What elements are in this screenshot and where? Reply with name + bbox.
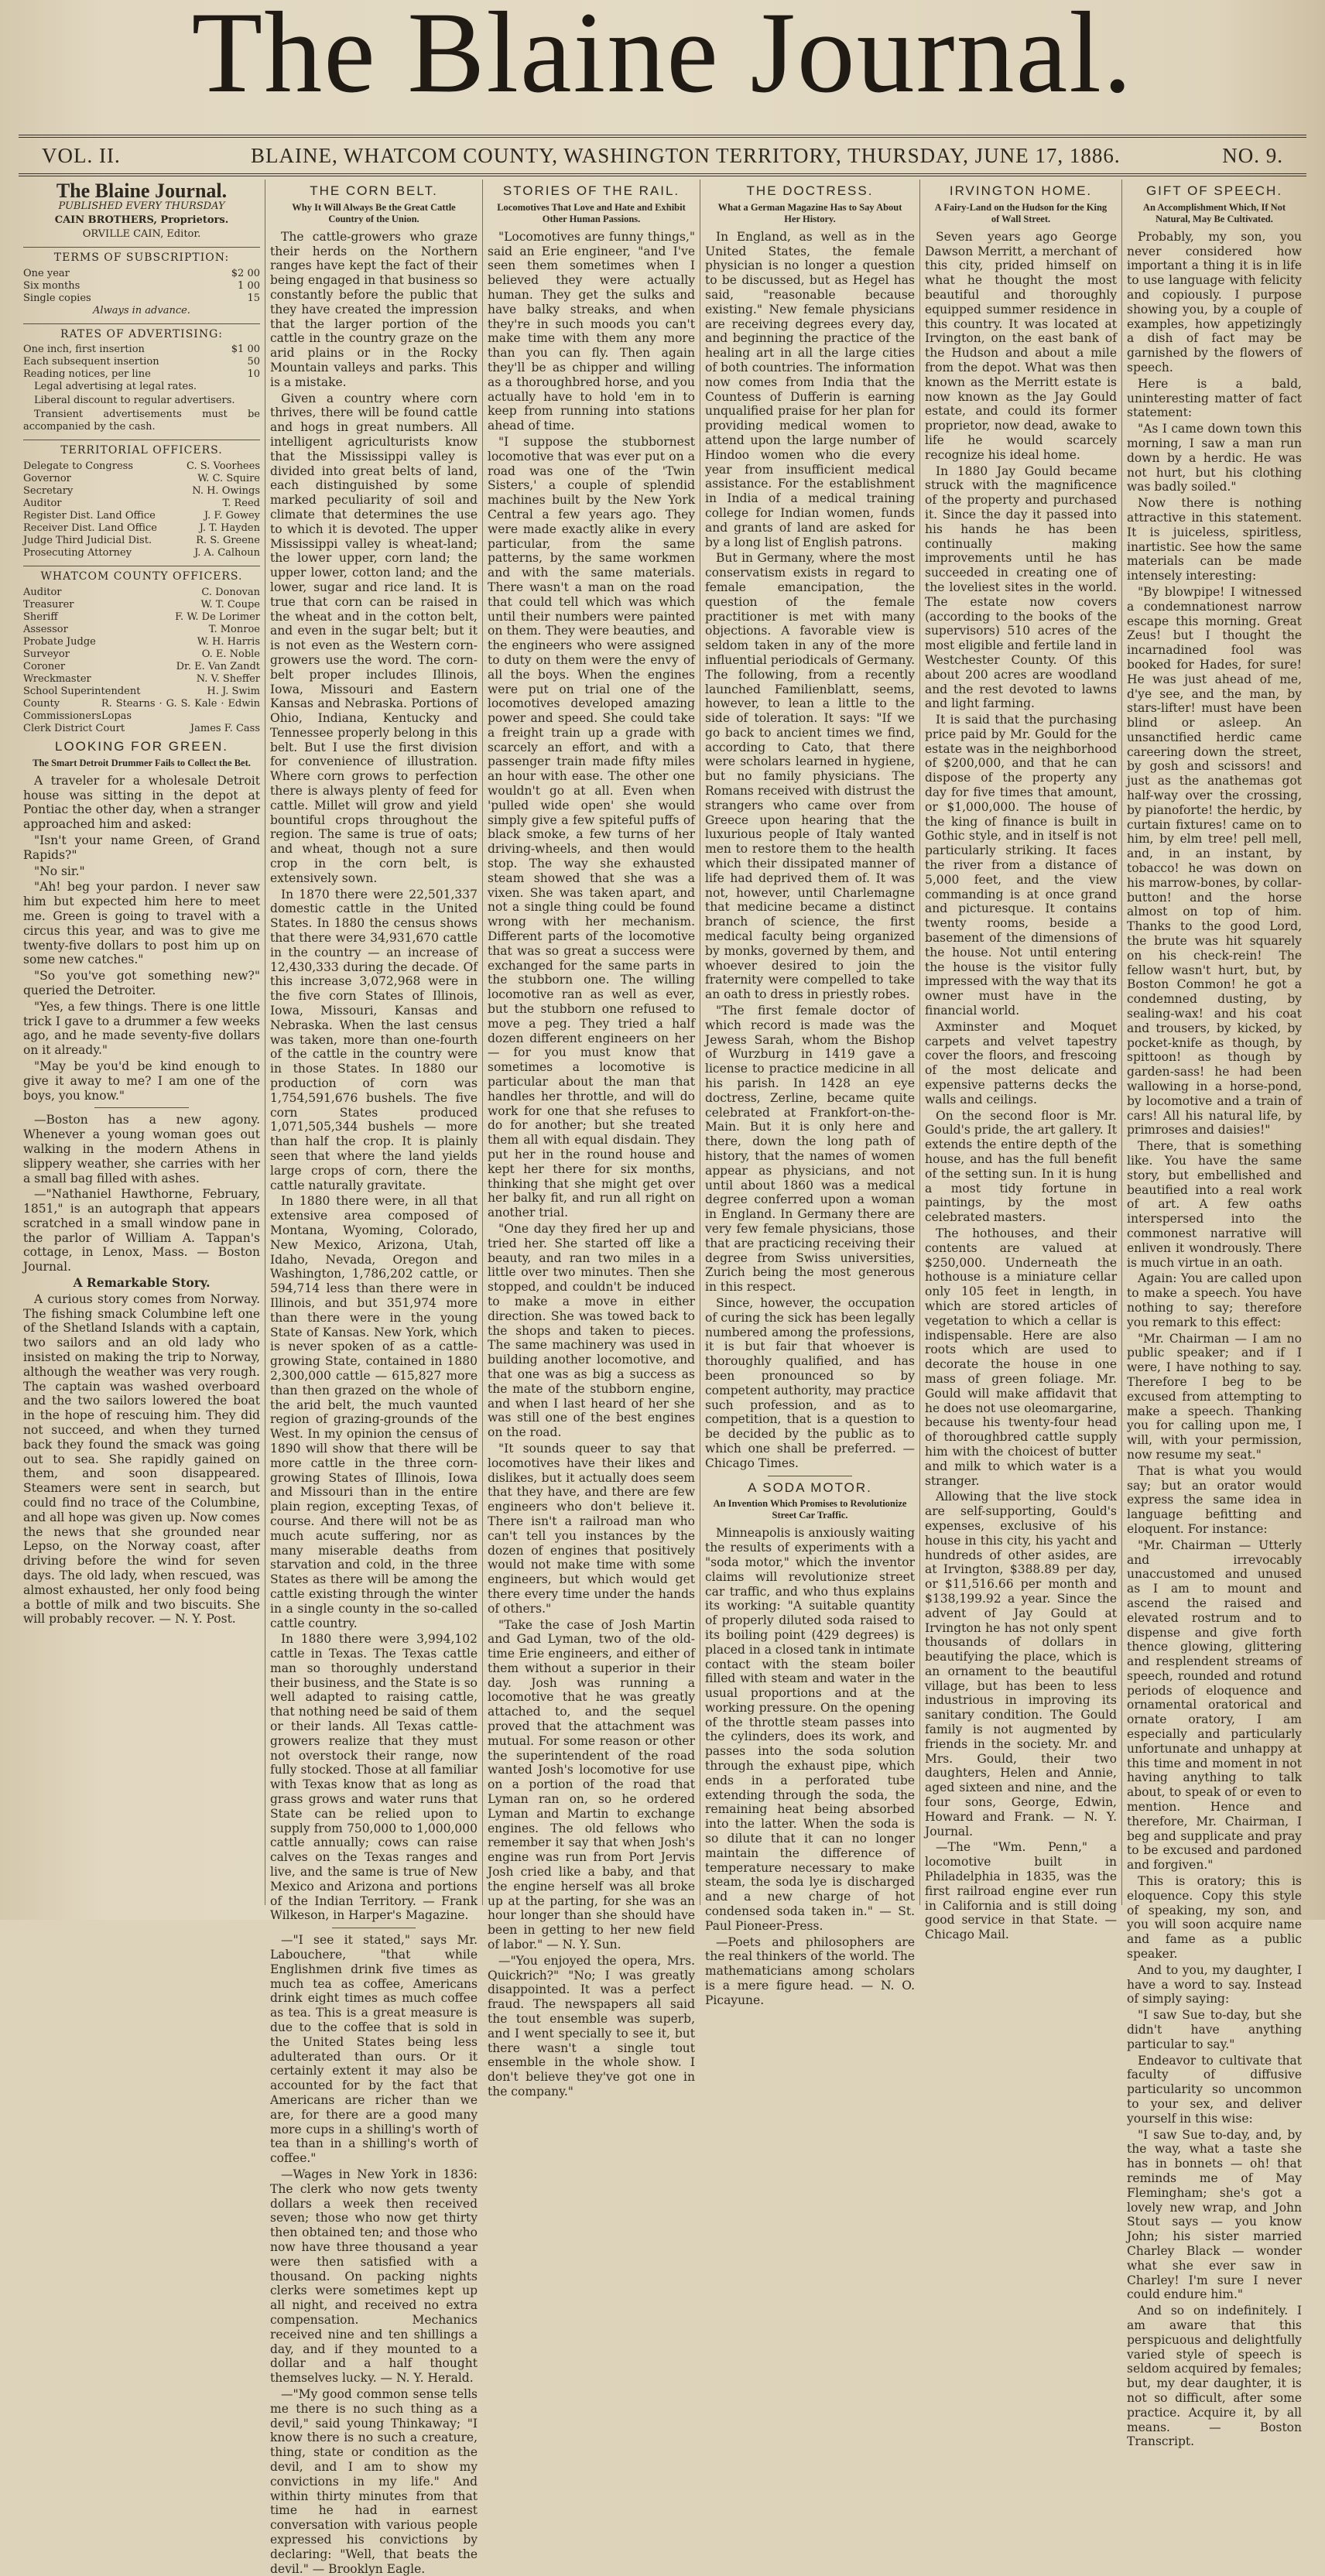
listing-value: $2 00 bbox=[231, 267, 260, 279]
article-paragraph: "It sounds queer to say that locomotives have their likes and dislikes, but it actually does seem that they have, and there are few engineers who don't believe it. There isn't a railroad man who can't tell you instances by the dozen of engines that positively would not make time with some engineers, but which would get there every time under the hands of others." bbox=[488, 1441, 695, 1616]
doctress-title: THE DOCTRESS. bbox=[746, 183, 874, 198]
article-paragraph: "Yes, a few things. There is one little trick I gave to a drummer a few weeks ago, and he made seventy-five dollars on it already." bbox=[23, 999, 260, 1058]
listing-value: W. H. Harris bbox=[197, 635, 260, 648]
listing-row bbox=[23, 473, 260, 485]
article-paragraph: —"My good common sense tells me there is no such thing as a devil," said young Thinkaway; "I know there is no such a creature, thing, state or condition as the devil, and I am to show my convictions in my life." And within thirty minutes from that time he had in earnest conversation with various people expressed his convictions by declaring: "Well, that beats the devil." — Brooklyn Eagle. bbox=[270, 2386, 478, 2576]
article-paragraph: Endeavor to cultivate that faculty of diffusive particularity so uncommon to your sex, and deliver yourself in this wise: bbox=[1127, 2053, 1302, 2126]
corn-belt-deck: Why It Will Always Be the Great Cattle Country of the Union. bbox=[292, 201, 456, 224]
listing-row bbox=[23, 636, 260, 648]
county-officers-list bbox=[23, 587, 260, 735]
listing-label: Clerk District Court bbox=[23, 722, 125, 734]
listing-row bbox=[23, 648, 260, 661]
listing-label: Secretary bbox=[23, 485, 74, 498]
article-paragraph: —The "Wm. Penn," a locomotive built in Philadelphia in 1835, was the first railroad engine ever run in California and is still doing good service in that State. — Chicago Mail. bbox=[925, 1840, 1117, 1942]
article-paragraph: In England, as well as in the United States, the female physician is no longer a question to be discussed, but as Hegel has said, "reasonable because existing." New female physicians are receiving degrees every day, and beginning the practice of the healing art in all the large cities of both countries. The information now comes from India that the Countess of Dufferin is earning unqualified praise for her plan for providing medical women to attend upon the large number of Hindoo women who die every year from insufficient medical assistance. For the establishment in India of a medical training college for Indian women, funds and grants of land are asked for by a long list of English patrons. bbox=[705, 229, 915, 549]
listing-value: R. S. Greene bbox=[196, 535, 260, 547]
listing-value: N. H. Owings bbox=[192, 485, 260, 498]
terms-title: TERMS OF SUBSCRIPTION: bbox=[23, 247, 260, 265]
listing-row bbox=[23, 599, 260, 611]
article-paragraph: "I suppose the stubbornest locomotive that was ever put on a road was one of the 'Twin Sisters,' a couple of splendid machines built by the New York Central a few years ago. They were made exactly alike in every particular, from the same patterns, by the same workmen and with the same materials. There wasn't a man on the road that could tell which was which until their numbers were painted on them. They were beauties, and the engineers who were assigned to duty on them were the envy of all the boys. When the engines were put on trial one of the locomotives developed amazing power and speed. She could take a freight train up a grade with scarcely an effort, and with a passenger train made fifty miles an hour with ease. The other one wouldn't go at all. Even when 'pulled wide open' she would simply give a few spiteful puffs of black smoke, a few turns of her driving-wheels, and then would stop. The way she exhausted steam showed that she was a vixen. She was taken apart, and not a single thing could be found wrong with her mechanism. Different parts of the locomotive that was so great a success were exchanged for the same parts in the stubborn one. The willing locomotive ran as well as ever, but the stubborn one refused to move a peg. They tried a half dozen different engineers on her — for you must know that sometimes a locomotive is particular about the man that handles her throttle, and will do work for one that she refuses to do for another; but she treated them all with equal disdain. They put her in the round house and kept her there for six months, thinking that she might get over her balky fit, and run all right on another trial. bbox=[488, 434, 695, 1220]
listing-row bbox=[23, 624, 260, 636]
remarkable-story-body bbox=[23, 1292, 260, 1627]
article-paragraph: "May be you'd be kind enough to give it away to me? I am one of the boys, you know." bbox=[23, 1059, 260, 1103]
listing-value: J. A. Calhoun bbox=[194, 547, 260, 559]
listing-row bbox=[23, 698, 260, 723]
article-paragraph: Liberal discount to regular advertisers. bbox=[34, 395, 235, 407]
article-paragraph: "As I came down town this morning, I saw a man run down by a herdic. He was not hurt, but his clothing was badly soiled." bbox=[1127, 422, 1302, 494]
listing-label: Judge Third Judicial Dist. bbox=[23, 535, 152, 547]
doctress-deck: What a German Magazine Has to Say About Her History. bbox=[717, 201, 902, 224]
article-paragraph: "Mr. Chairman — Utterly and irrevocably unaccustomed and unused as I am to mount and ascend the raised and elevated rostrum and to dispense and give forth thence glowing, glittering and resplendent streams of speech, rounded and rotund periods of eloquence and ornamental oratorical and ornate oratory, I am especially and particularly unfortunate and unhappy at this time and moment in not having anything to talk about, to speak of or even to mention. Hence and therefore, Mr. Chairman, I beg and supplicate and pray to be excused and pardoned and forgiven." bbox=[1127, 1538, 1302, 1873]
listing-value: W. C. Squire bbox=[197, 473, 260, 485]
terms-list bbox=[23, 268, 260, 305]
listing-row bbox=[23, 611, 260, 624]
stories-of-the-rail-body bbox=[488, 230, 695, 2099]
misc-items-body bbox=[270, 1933, 478, 2576]
listing-row bbox=[23, 673, 260, 686]
listing-row bbox=[23, 344, 260, 356]
column-6 bbox=[1121, 180, 1306, 2449]
article-paragraph: In 1880 Jay Gould became struck with the magnificence of the property and purchased it. Since the day it passed into his hands he has been continually making improvements until he has succeeded in creating one of the loveliest sites in the world. The estate now covers (according to the books of the supervisors) 510 acres of the most eligible and fertile land in Westchester County. Of this about 200 acres are woodland and the rest devoted to lawns and light farming. bbox=[925, 464, 1117, 711]
listing-row bbox=[23, 498, 260, 510]
divider bbox=[94, 1107, 189, 1108]
column-2 bbox=[265, 180, 482, 2576]
listing-label: Auditor bbox=[23, 498, 62, 510]
listing-label: Wreckmaster bbox=[23, 672, 91, 685]
county-officers-title: WHATCOM COUNTY OFFICERS. bbox=[23, 566, 260, 584]
listing-value: T. Monroe bbox=[208, 623, 260, 635]
listing-value: J. F. Gowey bbox=[204, 510, 260, 522]
listing-value: W. T. Coupe bbox=[200, 598, 260, 611]
article-paragraph: Again: You are called upon to make a speech. You have nothing to say; therefore you remark to this effect: bbox=[1127, 1271, 1302, 1329]
listing-row bbox=[23, 356, 260, 368]
terms-note: Always in advance. bbox=[93, 304, 190, 316]
masthead-title: The Blaine Journal. bbox=[191, 0, 1134, 117]
article-paragraph: Allowing that the live stock are self-supporting, Gould's expenses, exclusive of his house in this city, his yacht and hundreds of other asides, are at Irvington, $388.89 per day, or $11,516.66 per month and $138,199.92 a year. Since the advent of Jay Gould at Irvington he has not only spent thousands of dollars in beautifying the place, which is an ornament to the beautiful village, but has been to less industrious in improving its sanitary condition. The Gould family is not augmented by friends in the society. Mr. and Mrs. Gould, their two daughters, Helen and Annie, aged sixteen and nine, and the four sons, George, Edwin, Howard and Frank. — N. Y. Journal. bbox=[925, 1490, 1117, 1839]
article-paragraph: Axminster and Moquet carpets and velvet tapestry cover the floors, and frescoing of the most delicate and expensive patterns decks the walls and ceilings. bbox=[925, 1019, 1117, 1107]
article-paragraph: In 1870 there were 22,501,337 domestic cattle in the United States. In 1880 the census shows that there were 34,931,670 cattle in the country — an increase of 12,430,333 during the decade. Of this increase 3,072,968 were in the five corn States of Illinois, Iowa, Missouri, Kansas and Nebraska. When the last census was taken, more than one-fourth of the cattle in the country were in those States. In 1880 our production of corn was 1,754,591,676 bushels. The five corn States produced 1,071,505,344 bushels — more than half the crop. It is plainly seen that where the land yields large crops of corn, there the cattle naturally gravitate. bbox=[270, 887, 478, 1192]
article-paragraph: Probably, my son, you never considered how important a thing it is in life to use language with felicity and copiously. I purpose showing you, by a couple of examples, how appetizingly a dish of fact may be garnished by the flowers of speech. bbox=[1127, 229, 1302, 375]
article-paragraph: "By blowpipe! I witnessed a condemnationest narrow escape this morning. Great Zeus! but I thought the incarnadined fool was booked for Hades, for sure! He was just ahead of me, d'ye see, and the man, by stars-lifter! must have been blind or asleep. An unsanctified herdic came careering down the street, by gosh and scissors! and just as the anathemas got half-way over the crossing, by pianoforte! the herdic, by curtain fixtures! came on to him, by elm tree! pell mell, and, in an instant, by tobacco! he was down on his marrow-bones, by collar-button! and the horse almost on top of him. Thanks to the good Lord, the brute was hit squarely on his check-rein! The fellow wasn't hurt, but, by Boston Common! he got a condemned dusting, by sealing-wax! and his coat and trousers, by kicked, by pocket-knife as though, by spittoon! as though by garden-sass! he had been wallowing in a horse-pond, by locomotive and a train of cars! All his natural life, by primroses and daisies!" bbox=[1127, 584, 1302, 1137]
paper-title: The Blaine Journal. bbox=[56, 180, 228, 202]
listing-row bbox=[23, 535, 260, 547]
listing-label: Coroner bbox=[23, 660, 66, 672]
listing-label: Assessor bbox=[23, 623, 68, 635]
listing-label: Surveyor bbox=[23, 648, 70, 660]
listing-label: County Commissioners bbox=[23, 697, 101, 722]
listing-value: O. E. Noble bbox=[201, 648, 260, 660]
article-paragraph: "Locomotives are funny things," said an Erie engineer, "and I've seen them sometimes when I believed they were actually human. They get the sulks and have balky streaks, and when they're in such moods you can't make time with them any more than you can fly. Then again they'll be as chipper and willing as a thoroughbred horse, and you actually have to hold 'em in to keep from running into stations ahead of time. bbox=[488, 229, 695, 433]
listing-row bbox=[23, 723, 260, 735]
listing-row bbox=[23, 547, 260, 559]
article-paragraph: "Ah! beg your pardon. I never saw him but expected him here to meet me. Green is going to travel with a circus this year, and was to give me twenty-five dollars to post him up on some new catches." bbox=[23, 880, 260, 967]
column-1 bbox=[19, 180, 265, 1905]
remarkable-story-title: A Remarkable Story. bbox=[73, 1275, 211, 1291]
listing-label: Six months bbox=[23, 279, 80, 292]
article-paragraph: It is said that the purchasing price paid by Mr. Gould for the estate was in the neighborhood of $200,000, and that he can dispose of the property any day for five times that amount, or $1,000,000. The house of the king of finance is built in Gothic style, and in itself is not particularly striking. It faces the river from a distance of 5,000 feet, and the view commanding is at once grand and picturesque. It contains twenty rooms, beside a basement of the dimensions of the house. Not until entering the house is the visitor fully impressed with the way that its owner must have in the financial world. bbox=[925, 713, 1117, 1018]
listing-label: Receiver Dist. Land Office bbox=[23, 522, 157, 535]
article-paragraph: "One day they fired her up and tried her. She started off like a beauty, and ran two miles in a little over two minutes. Then she stopped, and couldn't be induced to make a move in either direction. She was towed back to the shops and taken to pieces. The same machinery was used in building another locomotive, and that one was as big a success as the mate of the stubborn engine, and when I last heard of her she was still one of the best engines on the road. bbox=[488, 1221, 695, 1440]
listing-value: 1 00 bbox=[238, 279, 260, 292]
article-paragraph: Minneapolis is anxiously waiting the results of experiments with a "soda motor," which the inventor claims will revolutionize street car traffic, and who thus explains its working: "A suitable quantity of properly diluted soda raised to its boiling point (429 degrees) is placed in a closed tank in intimate contact with the steam boiler filled with steam and water in the usual proportions and at the working pressure. On the opening of the throttle steam passes into the cylinders, does its work, and passes into the soda solution through the exhaust pipe, which ends in a perforated tube extending through the soda, the remaining heat being absorbed into the latter. When the soda is so dilute that it can no longer maintain the difference of temperature necessary to make steam, the soda lye is discharged and a new charge of hot condensed soda taken in." — St. Paul Pioneer-Press. bbox=[705, 1526, 915, 1933]
boston-items-body bbox=[23, 1113, 260, 1274]
article-paragraph: And so on indefinitely. I am aware that this perspicuous and delightfully varied style of speech is seldom acquired by females; but, my dear daughter, it is not so difficult, after some practice. Acquire it, by all means. — Boston Transcript. bbox=[1127, 2304, 1302, 2449]
listing-value: T. Reed bbox=[222, 498, 260, 510]
listing-row bbox=[23, 686, 260, 698]
listing-value: C. Donovan bbox=[201, 586, 260, 598]
listing-label: Register Dist. Land Office bbox=[23, 510, 156, 522]
soda-motor-deck: An Invention Which Promises to Revolutionize Street Car Traffic. bbox=[713, 1498, 907, 1521]
volume-number: VOL. II. bbox=[42, 144, 121, 167]
listing-label: Single copies bbox=[23, 292, 91, 304]
corn-belt-title: THE CORN BELT. bbox=[310, 183, 438, 198]
gift-of-speech-deck: An Accomplishment Which, If Not Natural, May Be Cultivated. bbox=[1142, 201, 1286, 224]
listing-value: J. T. Hayden bbox=[199, 522, 260, 535]
article-paragraph: Now there is nothing attractive in this statement. It is juiceless, spiritless, inartistic. See how the same materials can be made intensely interesting: bbox=[1127, 496, 1302, 583]
listing-label: One inch, first insertion bbox=[23, 344, 145, 356]
listing-value: $1 00 bbox=[231, 344, 260, 356]
advertising-list bbox=[23, 344, 260, 381]
article-paragraph: The hothouses, and their contents are valued at $250,000. Underneath the hothouse is a miniature cellar only 105 feet in length, in which are stored articles of vegetation to which a cellar is indispensable. Here are also roots which are used to decorate the house in one mass of green foliage. Mr. Gould will make affidavit that he does not use oleomargarine, because his twenty-four head of thoroughbred cattle supply him with the choicest of butter and milk to which water is a stranger. bbox=[925, 1226, 1117, 1488]
soda-motor-title: A SODA MOTOR. bbox=[748, 1480, 872, 1495]
irvington-home-body bbox=[925, 230, 1117, 1942]
article-paragraph: Given a country where corn thrives, there will be found cattle and hogs in great numbers. All intelligent agriculturists know that the Mississippi valley is divided into great belts of land, each distinguished by some marked peculiarity of soil and climate that determines the use to which it is devoted. The upper Mississippi valley is wheat-land; the lower upper, corn land; the upper lower, cotton land; and the lower, sugar and rice land. It is true that corn can be raised in the wheat and in the cotton belt, and even in the sugar belt; but it is not even as the Western corn-growers use the word. The corn-belt proper includes Illinois, Iowa, Missouri and Eastern Kansas and Nebraska. Portions of Ohio, Indiana, Kentucky and Tennessee properly belong in this belt. But I use the first division for convenience of illustration. Where corn grows to perfection there is always plenty of feed for cattle. Millet will grow and yield bountiful crops throughout the region. The same is true of oats; and wheat, though not a sure crop in the corn belt, is extensively sown. bbox=[270, 391, 478, 885]
article-paragraph: "So you've got something new?" queried the Detroiter. bbox=[23, 969, 260, 997]
article-paragraph: In 1880 there were, in all that extensive area composed of Montana, Wyoming, Colorado, New Mexico, Arizona, Utah, Idaho, Nevada, Oregon and Washington, 1,786,202 cattle, or 594,714 less than there were in Illinois, and but 351,974 more than there were in the young State of Kansas. New York, which is never spoken of as a cattle-growing State, contained in 1880 2,300,000 cattle — 615,827 more than then grazed on the whole of the arid belt, the much vaunted region of grazing-grounds of the West. In my opinion the census of 1890 will show that there will be more cattle in the three corn-growing States of Illinois, Iowa and Missouri than in the entire plain region, excepting Texas, of course. And there will not be as much acute suffering, nor as many miserable deaths from starvation and cold, in the three States as there will be among the cattle existing through the winter in a single county in the so-called cattle country. bbox=[270, 1194, 478, 1630]
article-paragraph: "No sir." bbox=[34, 864, 85, 878]
gift-of-speech-title: GIFT OF SPEECH. bbox=[1145, 183, 1283, 198]
column-4 bbox=[700, 180, 919, 2007]
doctress-body bbox=[705, 230, 915, 1471]
article-paragraph: —Boston has a new agony. Whenever a young woman goes out walking in the modern Athens in slippery weather, she carries with her a small bag filled with ashes. bbox=[23, 1113, 260, 1185]
article-paragraph: Transient advertisements must be accompanied by the cash. bbox=[23, 409, 260, 433]
advertising-title: RATES OF ADVERTISING: bbox=[23, 323, 260, 342]
article-paragraph: "The first female doctor of which record is made was the Jewess Sarah, whom the Bishop of Wurzburg in 1419 gave a license to practice medicine in all his parish. In 1428 an eye doctress, Zerline, became quite celebrated at Frankfort-on-the-Main. But it is only here and there, down the long path of history, that the names of women appear as physicians, and not until about 1860 was a medical degree conferred upon a woman in England. In Germany there are very few female physicians, those that are practicing receiving their degree from Swiss universities, Zurich being the most generous in this respect. bbox=[705, 1004, 915, 1295]
article-paragraph: A traveler for a wholesale Detroit house was sitting in the depot at Pontiac the other day, when a stranger approached him and asked: bbox=[23, 773, 260, 832]
article-paragraph: In 1880 there were 3,994,102 cattle in Texas. The Texas cattle man so thoroughly understand their business, and the State is so well adapted to raising cattle, that nothing need be said of them or their lands. All Texas cattle-growers realize that they must not overstock their range, now fully stocked. Those at all familiar with Texas know that as long as grass grows and water runs that State can be relied upon to supply from 750,000 to 1,000,000 cattle annually; cows can raise calves on the Texas ranges and live, and the same is true of New Mexico and Arizona and portions of the Indian Territory. — Frank Wilkeson, in Harper's Magazine. bbox=[270, 1632, 478, 1923]
article-paragraph: This is oratory; this is eloquence. Copy this style of speaking, my son, and you will soon acquire name and fame as a public speaker. bbox=[1127, 1874, 1302, 1962]
listing-row bbox=[23, 368, 260, 381]
article-paragraph: Here is a bald, uninteresting matter of fact statement: bbox=[1127, 376, 1302, 420]
irvington-home-deck: A Fairy-Land on the Hudson for the King of Wall Street. bbox=[934, 201, 1108, 224]
listing-label: Probate Judge bbox=[23, 635, 96, 648]
article-paragraph: "Isn't your name Green, of Grand Rapids?" bbox=[23, 833, 260, 862]
article-paragraph: The cattle-growers who graze their herds on the Northern ranges have kept the fact of their being engaged in that business so constantly before the public that they have created the impression that the larger portion of the cattle in the country graze on the arid plains or in the Rocky Mountain valleys and parks. This is a mistake. bbox=[270, 229, 478, 389]
listing-value: 10 bbox=[247, 368, 260, 381]
territorial-officers-list bbox=[23, 460, 260, 559]
proprietors-line: CAIN BROTHERS, Proprietors. bbox=[54, 214, 229, 226]
corn-belt-body bbox=[270, 230, 478, 1923]
listing-label: Sheriff bbox=[23, 611, 58, 623]
issue-number: NO. 9. bbox=[1222, 144, 1283, 167]
listing-row bbox=[23, 661, 260, 673]
article-paragraph: But in Germany, where the most conservatism exists in regard to female emancipation, the question of the female practitioner is met with many objections. A favorable view is seldom taken in any of the more influential periodicals of Germany. The following, from a recently launched Familienblatt, seems, however, to lean a little to the side of toleration. It says: "If we go back to ancient times we find, according to Cato, that there were scholars learned in hygiene, but no family physicians. The Romans received with distrust the strangers who came over from Greece upon hearing that the luxurious people of Italy wanted men to restore them to the health which their dissipated manner of life had deprived them of. It was not, however, until Charlemagne that medicine became a distinct branch of science, the first medical faculty being organized by monks, governed by them, and whoever desired to join the fraternity were compelled to take an oath to dress in priestly robes. bbox=[705, 551, 915, 1002]
stories-of-the-rail-title: STORIES OF THE RAIL. bbox=[502, 183, 680, 198]
listing-label: Auditor bbox=[23, 586, 62, 598]
listing-row bbox=[23, 460, 260, 473]
listing-row bbox=[23, 280, 260, 292]
listing-label: Prosecuting Attorney bbox=[23, 547, 132, 559]
article-paragraph: That is what you would say; but an orator would express the same idea in language befitting and eloquent. For instance: bbox=[1127, 1463, 1302, 1536]
listing-value: 50 bbox=[247, 356, 260, 368]
dateline bbox=[19, 135, 1306, 176]
irvington-home-title: IRVINGTON HOME. bbox=[949, 183, 1093, 198]
listing-value: N. V. Sheffer bbox=[196, 672, 260, 685]
gift-of-speech-body bbox=[1127, 230, 1302, 2449]
article-paragraph: Since, however, the occupation of curing the sick has been legally numbered among the professions, it is but fair that whoever is thoroughly qualified, and has been pronounced so by competent authority, may practice such profession, and as to competition, that is a question to be decided by the public as to which one shall be preferred. — Chicago Times. bbox=[705, 1295, 915, 1470]
listing-label: Governor bbox=[23, 473, 71, 485]
article-paragraph: —Poets and philosophers are the real thinkers of the world. The mathematicians among scholars is a mere figure head. — N. O. Picayune. bbox=[705, 1935, 915, 2007]
listing-value: James F. Cass bbox=[190, 722, 260, 734]
listing-value: Dr. E. Van Zandt bbox=[176, 660, 260, 672]
article-paragraph: There, that is something like. You have the same story, but embellished and beautified into a real work of art. A few oaths interspersed into the commonest narrative will enliven it wondrously. There is much virtue in an oath. bbox=[1127, 1139, 1302, 1270]
article-paragraph: —"I see it stated," says Mr. Labouchere, "that while Englishmen drink five times as much tea as coffee, Americans drink eight times as much coffee as tea. This is a great measure is due to the coffee that is sold in the United States being less adulterated than ours. Or it certainly extent it may also be accounted for by the fact that Americans are richer than we are, for there are a good many more cups in a shilling's worth of tea than in a shilling's worth of coffee." bbox=[270, 1933, 478, 2166]
article-paragraph: "Take the case of Josh Martin and Gad Lyman, two of the old-time Erie engineers, and either of them without a superior in their day. Josh was running a locomotive that he was greatly attached to, and the sequel proved that the attachment was mutual. For some reason or other the superintendent of the road wanted Josh's locomotive for use on a portion of the road that Lyman ran on, so he ordered Lyman and Martin to exchange engines. The old fellows who remember it say that when Josh's engine was run from Port Jervis Josh cried like a baby, and that the engine herself was all broke up at the parting, for she was an hour longer than she should have been in getting to her new field of labor." — N. Y. Sun. bbox=[488, 1617, 695, 1952]
listing-value: H. J. Swim bbox=[207, 685, 260, 697]
listing-value: 15 bbox=[247, 292, 260, 304]
article-paragraph: On the second floor is Mr. Gould's pride, the art gallery. It extends the entire depth of the house, and has the full benefit of the setting sun. In it is hung a most tidy fortune in paintings, by the most celebrated masters. bbox=[925, 1108, 1117, 1225]
listing-row bbox=[23, 268, 260, 280]
advertising-notes bbox=[23, 381, 260, 433]
article-paragraph: And to you, my daughter, I have a word to say. Instead of simply saying: bbox=[1127, 1962, 1302, 2006]
listing-row bbox=[23, 522, 260, 535]
article-paragraph: "Mr. Chairman — I am no public speaker; and if I were, I have nothing to say. Therefore I beg to be excused from attempting to make a speech. Thanking you for calling upon me, I will, with your permission, now resume my seat." bbox=[1127, 1331, 1302, 1462]
story-looking-for-green-body bbox=[23, 774, 260, 1103]
listing-label: Each subsequent insertion bbox=[23, 356, 159, 368]
story-looking-for-green-title: LOOKING FOR GREEN. bbox=[55, 738, 228, 754]
article-paragraph: A curious story comes from Norway. The fishing smack Columbine left one of the Shetland Islands with a captain, two sailors and an old lady who insisted on making the trip to Norway, although the weather was very rough. The captain was washed overboard and the two sailors lowered the boat in the hope of rescuing him. They did not succeed, and when they turned back they found the smack was going out to sea. She rapidly gained on them, and soon disappeared. Steamers were sent in search, but could find no trace of the Columbine, and all hope was given up. Now comes the news that she grounded near Lepso, on the Norway coast, after driving before the wind for seven days. The old lady, when rescued, was almost exhausted, her only food being a bottle of milk and two biscuits. She will probably recover. — N. Y. Post. bbox=[23, 1291, 260, 1627]
article-paragraph: Seven years ago George Dawson Merritt, a merchant of this city, prided himself on what he thought the most beautiful and thoroughly equipped summer residence in this country. It was located at Irvington, on the east bank of the Hudson and about a mile from the depot. What was then known as the Merritt estate is now known as the Jay Gould estate, and could its former proprietor, now dead, awake to life he would scarcely recognize his ideal home. bbox=[925, 229, 1117, 462]
listing-row bbox=[23, 587, 260, 599]
article-paragraph: —"You enjoyed the opera, Mrs. Quickrich?" "No; I was greatly disappointed. It was a perfect fraud. The newspapers all said the tout ensemble was superb, and I went specially to see it, but there wasn't a single tout ensemble in the whole show. I don't believe they've got one in the company." bbox=[488, 1953, 695, 2099]
listing-row bbox=[23, 292, 260, 305]
listing-label: One year bbox=[23, 267, 70, 279]
article-paragraph: —"Nathaniel Hawthorne, February, 1851," is an autograph that appears scratched in a small window pane in the parlor of William A. Tappan's cottage, in Lenox, Mass. — Boston Journal. bbox=[23, 1187, 260, 1274]
place-and-date: BLAINE, WHATCOM COUNTY, WASHINGTON TERRITORY, THURSDAY, JUNE 17, 1886. bbox=[251, 144, 1121, 167]
listing-row bbox=[23, 510, 260, 522]
article-paragraph: Legal advertising at legal rates. bbox=[34, 381, 197, 393]
listing-label: School Superintendent bbox=[23, 685, 141, 697]
listing-label: Delegate to Congress bbox=[23, 460, 133, 473]
listing-label: Reading notices, per line bbox=[23, 368, 151, 381]
listing-row bbox=[23, 485, 260, 498]
editor-line: ORVILLE CAIN, Editor. bbox=[82, 227, 201, 240]
listing-value: R. Stearns · G. S. Kale · Edwin Lopas bbox=[101, 697, 260, 722]
published-line: PUBLISHED EVERY THURSDAY bbox=[58, 200, 225, 212]
listing-value: C. S. Voorhees bbox=[187, 460, 260, 473]
column-3 bbox=[482, 180, 700, 2099]
article-paragraph: "I saw Sue to-day, but she didn't have anything particular to say." bbox=[1127, 2008, 1302, 2051]
article-paragraph: "I saw Sue to-day, and, by the way, what a taste she has in bonnets — oh! that reminds me of May Flemingham; she's got a lovely new wrap, and John Stout says — you know John; his sister married Charley Black — wonder what she ever saw in Charley! I'm sure I never could endure him." bbox=[1127, 2127, 1302, 2302]
listing-label: Treasurer bbox=[23, 598, 74, 611]
territorial-officers-title: TERRITORIAL OFFICERS. bbox=[23, 440, 260, 458]
article-paragraph: —Wages in New York in 1836: The clerk who now gets twenty dollars a week then received seven; those who now get thirty then obtained ten; and those who now have three thousand a year were then satisfied with a thousand. On packing nights clerks were sometimes kept up all night, and received no extra compensation. Mechanics received nine and ten shillings a day, and if they mounted to a dollar and a half thought themselves lucky. — N. Y. Herald. bbox=[270, 2167, 478, 2386]
soda-motor-body bbox=[705, 1526, 915, 2007]
column-5 bbox=[919, 180, 1121, 1942]
listing-value: F. W. De Lorimer bbox=[175, 611, 260, 623]
stories-of-the-rail-deck: Locomotives That Love and Hate and Exhibit Other Human Passions. bbox=[497, 201, 686, 224]
story-looking-for-green-deck: The Smart Detroit Drummer Fails to Collect the Bet. bbox=[33, 757, 251, 768]
